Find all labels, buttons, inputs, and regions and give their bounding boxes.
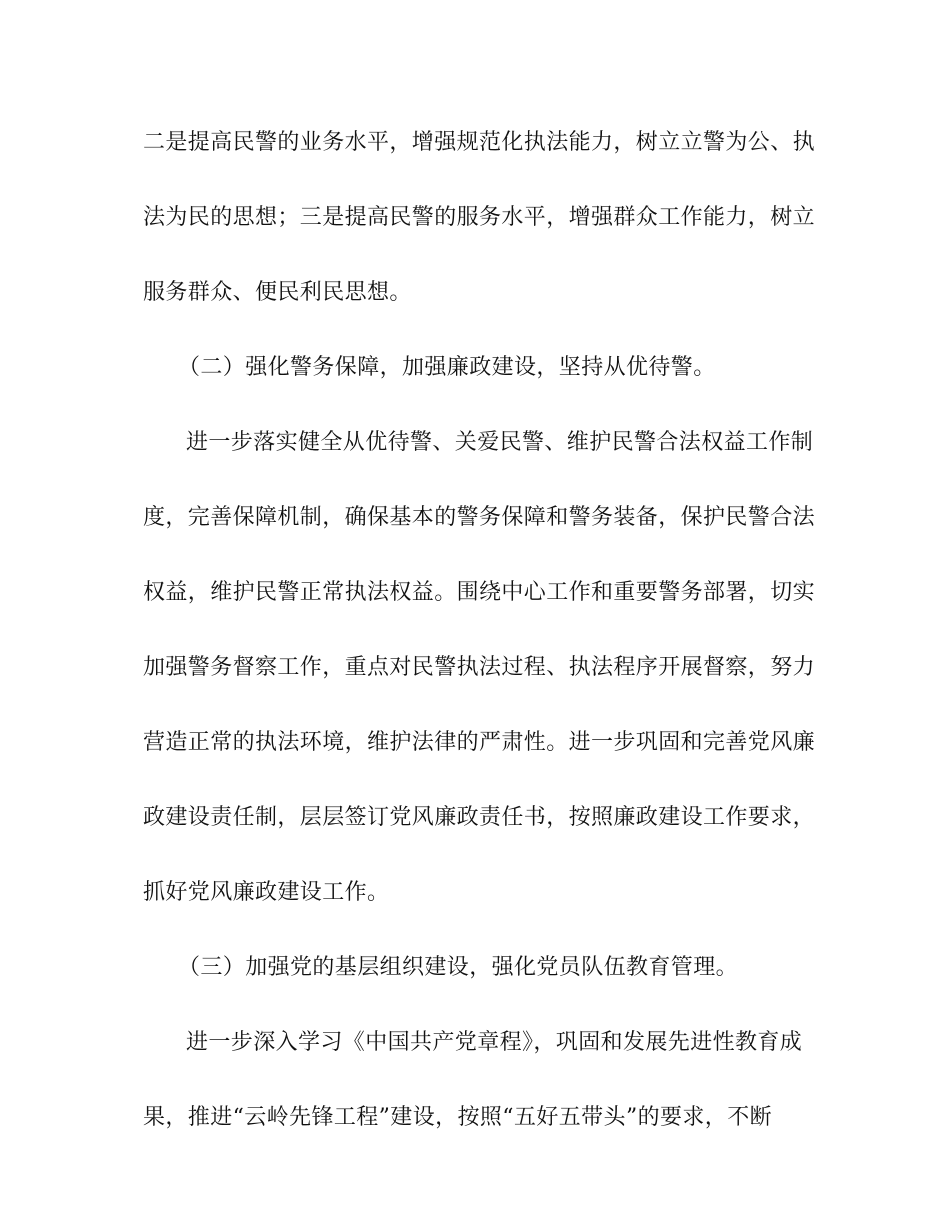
section-heading: （二）强化警务保障，加强廉政建设，坚持从优待警。 (178, 355, 716, 380)
paragraph-first-line: 进一步深入学习《中国共产党章程》，巩固和发展先进性教育成 (186, 1030, 803, 1055)
section-heading: （三）加强党的基层组织建设，强化党员队伍教育管理。 (178, 955, 739, 980)
body-text-line: 加强警务督察工作，重点对民警执法过程、执法程序开展督察，努力 (143, 655, 816, 680)
body-text-line: 度，完善保障机制，确保基本的警务保障和警务装备，保护民警合法 (143, 505, 816, 530)
body-text-line: 政建设责任制，层层签订党风廉政责任书，按照廉政建设工作要求， (143, 805, 816, 830)
body-text-line: 法为民的思想；三是提高民警的服务水平，增强群众工作能力，树立 (143, 205, 816, 230)
body-text-line: 抓好党风廉政建设工作。 (143, 880, 390, 905)
body-text-line: 果，推进“云岭先锋工程”建设，按照“五好五带头”的要求，不断 (143, 1105, 772, 1130)
body-text-line: 营造正常的执法环境，维护法律的严肃性。进一步巩固和完善党风廉 (143, 730, 816, 755)
body-text-line: 权益，维护民警正常执法权益。围绕中心工作和重要警务部署，切实 (143, 580, 816, 605)
body-text-line: 服务群众、便民利民思想。 (143, 280, 412, 305)
paragraph-first-line: 进一步落实健全从优待警、关爱民警、维护民警合法权益工作制 (186, 430, 814, 455)
body-text-line: 二是提高民警的业务水平，增强规范化执法能力，树立立警为公、执 (143, 130, 816, 155)
